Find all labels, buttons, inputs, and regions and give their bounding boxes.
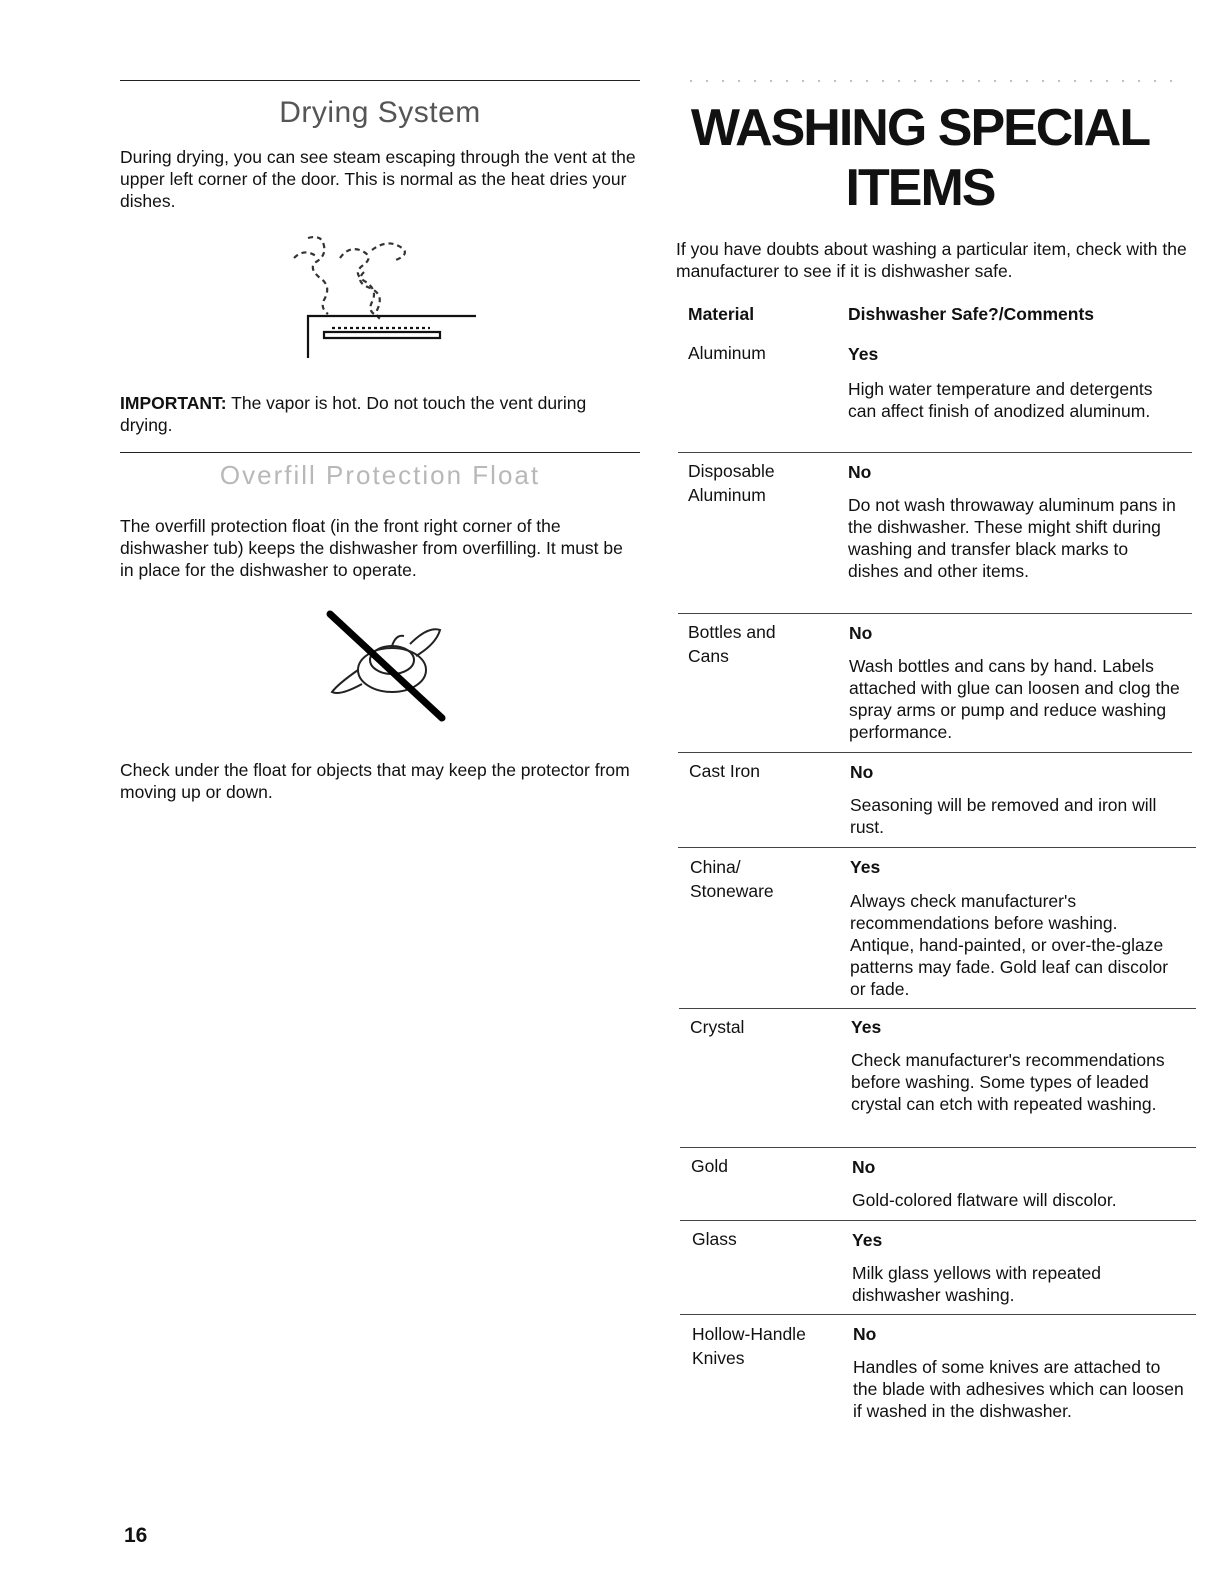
column-header-comments: Dishwasher Safe?/Comments: [848, 304, 1095, 324]
row-divider: [680, 1220, 1196, 1221]
row-divider: [680, 1147, 1196, 1148]
material-gold: Gold: [691, 1156, 728, 1176]
material-aluminum: Aluminum: [688, 343, 766, 363]
material-crystal: Crystal: [690, 1017, 745, 1037]
drying-text: During drying, you can see steam escaping through the vent at the upper left corner of the door. This is normal as the heat dries your dishes.: [120, 147, 636, 211]
row-divider: [678, 613, 1192, 614]
page-number: 16: [124, 1524, 148, 1547]
column-header-material: Material: [688, 304, 755, 324]
important-text: The vapor is hot. Do not touch the vent during drying.: [120, 393, 587, 435]
overfill-float-icon: [322, 608, 452, 723]
comment-glass: Milk glass yellows with repeated dishwasher washing.: [852, 1263, 1101, 1305]
important-label: IMPORTANT:: [120, 393, 227, 413]
row-divider: [678, 452, 1192, 453]
section-rule-left: [120, 452, 640, 453]
material-glass: Glass: [692, 1229, 737, 1249]
verdict-hollow-handle-knives: No: [853, 1324, 877, 1344]
material-china-stoneware: China/ Stoneware: [690, 857, 774, 901]
comment-china-stoneware: Always check manufacturer's recommendations before washing. Antique, hand-painted, or over-the-glaze patterns may fade. Gold leaf can discolor or fade.: [850, 891, 1169, 999]
row-divider: [678, 847, 1196, 848]
verdict-gold: No: [852, 1157, 876, 1177]
top-dotted-rule: [690, 78, 1180, 84]
title-line-2: ITEMS: [845, 159, 995, 217]
comment-cast-iron: Seasoning will be removed and iron will rust.: [850, 795, 1157, 837]
comment-bottles-cans: Wash bottles and cans by hand. Labels attached with glue can loosen and clog the spray arms or pump and reduce washing performance.: [849, 656, 1180, 742]
overfill-text: The overfill protection float (in the front right corner of the dishwasher tub) keeps the dishwasher from overfilling. It must be in place for the dishwasher to operate.: [120, 516, 623, 580]
comment-hollow-handle-knives: Handles of some knives are attached to the blade with adhesives which can loosen if washed in the dishwasher.: [853, 1357, 1184, 1421]
intro-text: If you have doubts about washing a particular item, check with the manufacturer to see if it is dishwasher safe.: [676, 239, 1187, 281]
verdict-bottles-cans: No: [849, 623, 873, 643]
steam-vent-icon: [280, 228, 480, 358]
check-float-text: Check under the float for objects that may keep the protector from moving up or down.: [120, 760, 630, 802]
material-hollow-handle-knives: Hollow-Handle Knives: [692, 1324, 806, 1368]
verdict-aluminum: Yes: [848, 344, 879, 364]
material-bottles-cans: Bottles and Cans: [688, 622, 776, 666]
drying-system-heading: Drying System: [279, 96, 481, 129]
comment-disposable-aluminum: Do not wash throwaway aluminum pans in the dishwasher. These might shift during washing and transfer black marks to dishes and other items.: [848, 495, 1176, 581]
verdict-disposable-aluminum: No: [848, 462, 872, 482]
top-rule-left: [120, 80, 640, 81]
title-line-1: WASHING SPECIAL: [690, 99, 1150, 157]
row-divider: [678, 752, 1192, 753]
verdict-china-stoneware: Yes: [850, 857, 881, 877]
material-cast-iron: Cast Iron: [689, 761, 760, 781]
verdict-crystal: Yes: [851, 1017, 882, 1037]
washing-special-items-title: [660, 98, 1180, 218]
comment-gold: Gold-colored flatware will discolor.: [852, 1190, 1117, 1210]
verdict-cast-iron: No: [850, 762, 874, 782]
row-divider: [679, 1008, 1196, 1009]
overfill-protection-heading: Overfill Protection Float: [219, 460, 541, 490]
material-disposable-aluminum: Disposable Aluminum: [688, 461, 775, 505]
row-divider: [680, 1314, 1196, 1315]
comment-crystal: Check manufacturer's recommendations before washing. Some types of leaded crystal can etch with repeated washing.: [851, 1050, 1165, 1114]
comment-aluminum: High water temperature and detergents can affect finish of anodized aluminum.: [848, 379, 1153, 421]
verdict-glass: Yes: [852, 1230, 883, 1250]
important-note: [120, 392, 640, 436]
